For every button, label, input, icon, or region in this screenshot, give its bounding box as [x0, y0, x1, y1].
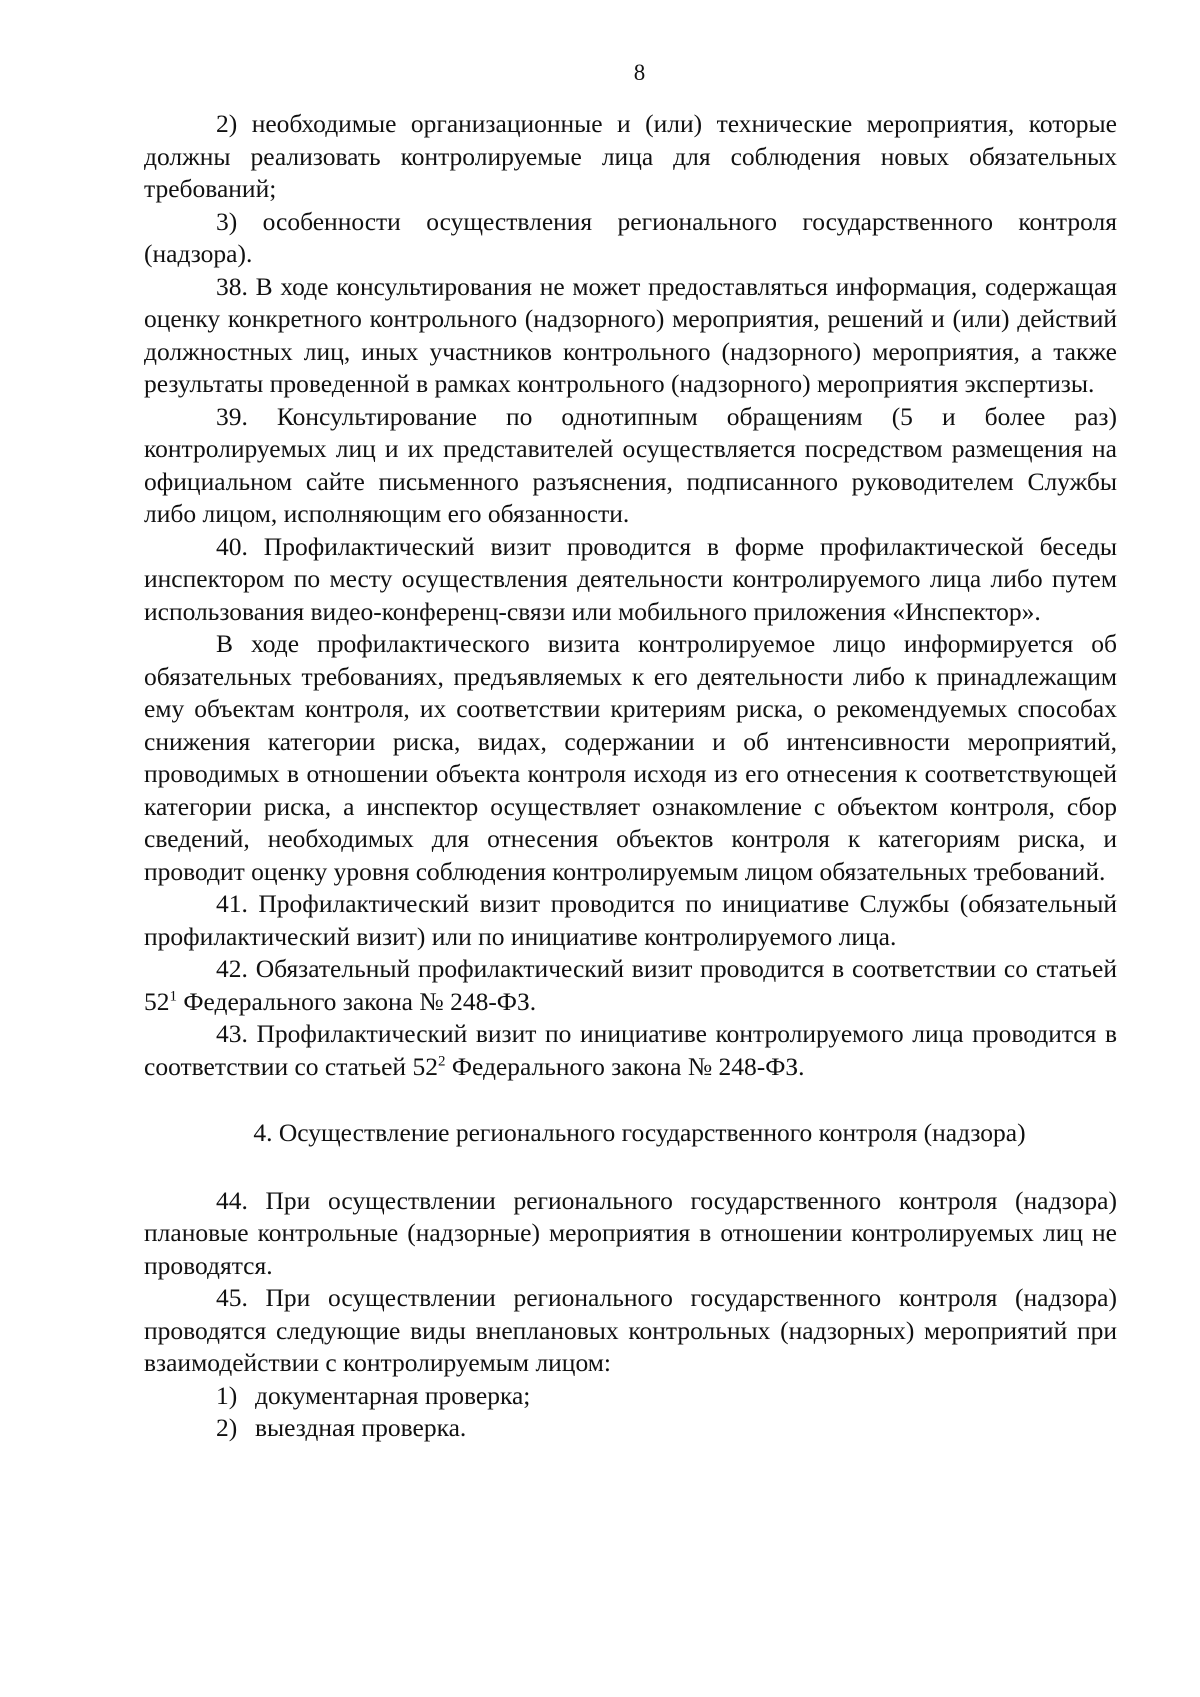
paragraph-item-2: 2) необходимые организационные и (или) технические мероприятия, которые должны реализовать контролируемые лица для соблюдения новых обязательных требований; — [144, 109, 1117, 203]
superscript-1: 1 — [169, 988, 177, 1004]
page-number: 8 — [633, 60, 646, 85]
paragraph-43 — [144, 1018, 1117, 1083]
paragraph-39: 39. Консультирование по однотипным обращениям (5 и более раз) контролируемых лиц и их представителей осуществляется посредством размещения на официальном сайте письменного разъяснения, подписанного руководителем Службы либо лицом, исполняющим его обязанности. — [144, 401, 1117, 528]
list-item — [144, 1380, 1117, 1413]
list-marker: 1) — [216, 1380, 238, 1410]
paragraph-item-3: 3) особенности осуществления регионального государственного контроля (надзора). — [144, 206, 1117, 268]
paragraph-43-text-end: Федерального закона № 248-ФЗ. — [445, 1051, 805, 1081]
paragraph-38: 38. В ходе консультирования не может предоставляться информация, содержащая оценку конкретного контрольного (надзорного) мероприятия, решений и (или) действий должностных лиц, иных участников контрольного (надзорного) мероприятия, а также результаты проведенной в рамках контрольного (надзорного) мероприятия экспертизы. — [144, 271, 1117, 398]
list-marker: 2) — [216, 1413, 238, 1442]
paragraph-42-text-end: Федерального закона № 248-ФЗ. — [177, 986, 537, 1016]
paragraph-44: 44. При осуществлении регионального государственного контроля (надзора) плановые контрольные (надзорные) мероприятия в отношении контролируемых лиц не проводятся. — [144, 1185, 1117, 1280]
list-item-text: выездная проверка. — [255, 1413, 467, 1442]
paragraph-40-continuation: В ходе профилактического визита контролируемое лицо информируется об обязательных требованиях, предъявляемых к его деятельности либо к принадлежащим ему объектам контроля, их соответствии критериям риска, о рекомендуемых способах снижения категории риска, видах, содержании и об интенсивности мероприятий, проводимых в отношении объекта контроля исходя из его отнесения к соответствующей категории риска, а инспектор осуществляет ознакомление с объектом контроля, сбор сведений, необходимых для отнесения объектов контроля к категориям риска, и проводит оценку уровня соблюдения контролируемым лицом обязательных требований. — [144, 629, 1117, 886]
paragraph-43-text: 43. Профилактический визит по инициативе контролируемого лица проводится в соответствии со статьей 52 — [144, 1019, 1117, 1081]
paragraph-41: 41. Профилактический визит проводится по инициативе Службы (обязательный профилактический визит) или по инициативе контролируемого лица. — [144, 889, 1117, 951]
list-item-text: документарная проверка; — [255, 1380, 531, 1410]
paragraph-40: 40. Профилактический визит проводится в форме профилактической беседы инспектором по месту осуществления деятельности контролируемого лица либо путем использования видео-конференц-связи или мобильного приложения «Инспектор». — [144, 531, 1117, 626]
paragraph-45: 45. При осуществлении регионального государственного контроля (надзора) проводятся следующие виды внеплановых контрольных (надзорных) мероприятий при взаимодействии с контролируемым лицом: — [144, 1283, 1117, 1377]
superscript-2: 2 — [437, 1053, 446, 1069]
list-item — [144, 1412, 1117, 1445]
paragraph-42-text: 42. Обязательный профилактический визит проводится в соответствии со статьей 52 — [144, 954, 1117, 1016]
section-heading: 4. Осуществление регионального государственного контроля (надзора) — [253, 1118, 1026, 1147]
paragraph-42 — [144, 953, 1117, 1018]
